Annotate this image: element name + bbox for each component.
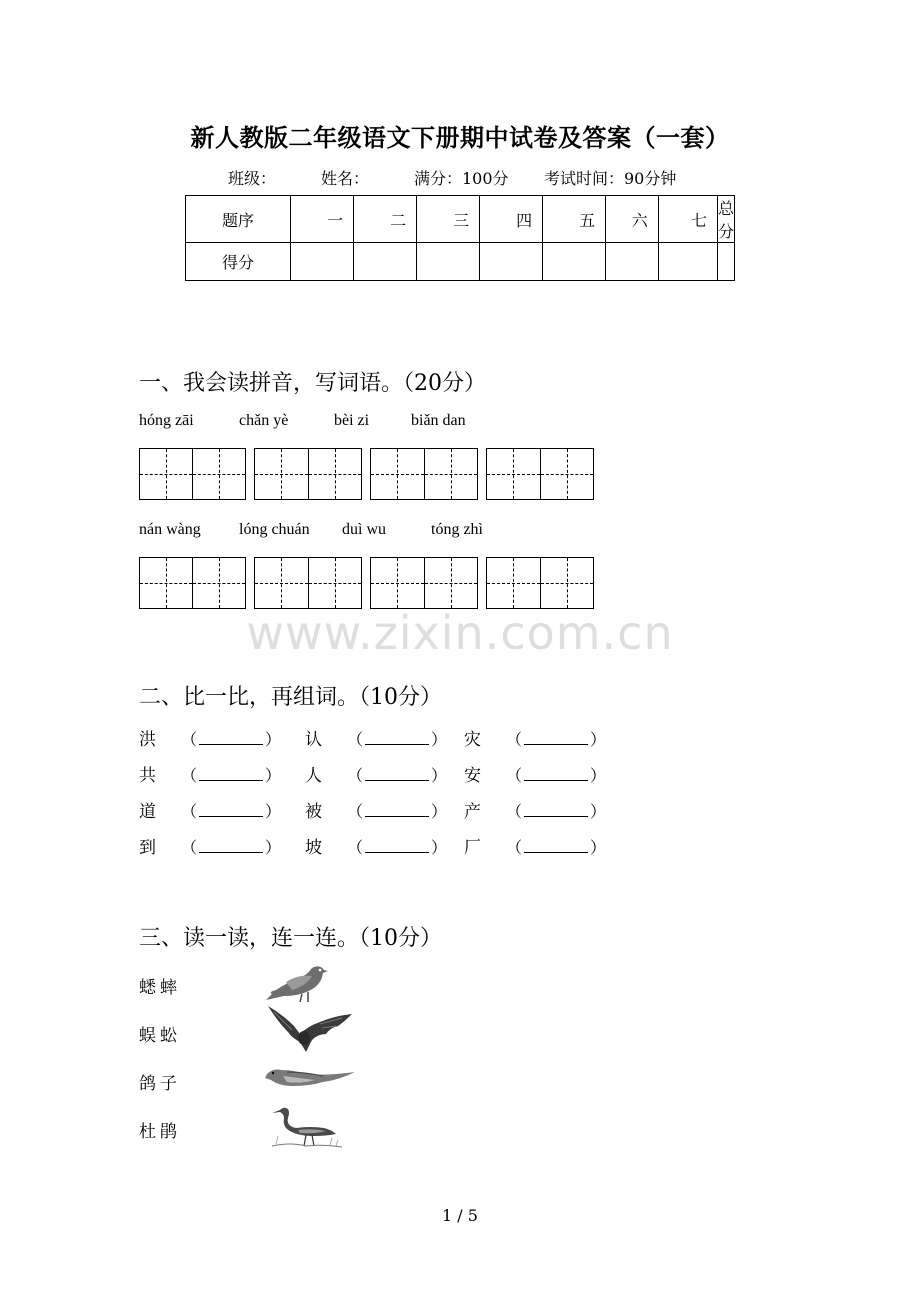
blank-line[interactable] [199,803,263,817]
open-paren: （ [506,838,523,857]
exam-time: 考试时间：90分钟 [544,169,677,188]
compare-character: 洪 [139,730,156,750]
name-label: 姓名： [321,169,370,188]
open-paren: （ [347,730,364,749]
row-label-defen: 得分 [186,243,291,281]
answer-blank[interactable] [506,730,606,749]
pinyin-label: lóng chuán [239,521,310,538]
bat-image [264,1004,356,1056]
open-paren: （ [181,802,198,821]
pinyin-label: chǎn yè [239,412,289,429]
match-word: 鸽子 [139,1074,181,1094]
answer-blank[interactable] [181,802,281,821]
score-cell[interactable] [543,243,606,281]
compare-character: 厂 [464,838,481,858]
compare-character: 人 [305,766,322,786]
column-header: 三 [417,196,480,243]
class-label: 班级： [228,169,277,188]
blank-line[interactable] [199,731,263,745]
blank-line[interactable] [365,731,429,745]
open-paren: （ [181,766,198,785]
match-word: 蜈蚣 [139,1026,181,1046]
compare-character: 认 [305,730,322,750]
open-paren: （ [506,766,523,785]
close-paren: ） [431,766,448,785]
answer-blank[interactable] [347,802,447,821]
open-paren: （ [181,730,198,749]
pinyin-label: tóng zhì [431,521,483,538]
writing-grid[interactable] [486,448,594,500]
total-header: 总分 [717,196,734,243]
page-title: 新人教版二年级语文下册期中试卷及答案（一套） [190,123,730,152]
blank-line[interactable] [365,767,429,781]
close-paren: ） [265,730,282,749]
pigeon-image [262,960,330,1004]
section2-heading: 二、比一比，再组词。（10分） [139,685,442,710]
column-header: 五 [543,196,606,243]
match-word: 蟋蟀 [139,978,181,998]
answer-blank[interactable] [347,730,447,749]
compare-character: 灾 [464,730,481,750]
blank-line[interactable] [524,839,588,853]
writing-grid[interactable] [486,557,594,609]
word-compare-item [305,797,447,822]
writing-grid[interactable] [254,557,362,609]
close-paren: ） [590,730,607,749]
compare-character: 被 [305,802,322,822]
watermark: www.zixin.com.cn [246,606,674,660]
compare-character: 坡 [305,838,322,858]
close-paren: ） [431,838,448,857]
score-table [185,195,735,281]
score-cell[interactable] [658,243,717,281]
pinyin-label: hóng zāi [139,412,194,429]
writing-grid[interactable] [370,448,478,500]
word-compare-item [139,833,281,858]
open-paren: （ [181,838,198,857]
column-header: 一 [291,196,354,243]
blank-line[interactable] [365,839,429,853]
word-compare-item [464,725,606,750]
pinyin-label: duì wu [342,521,386,538]
open-paren: （ [506,802,523,821]
open-paren: （ [347,766,364,785]
heron-image [270,1104,344,1150]
word-compare-item [305,725,447,750]
score-cell[interactable] [291,243,354,281]
blank-line[interactable] [199,767,263,781]
compare-character: 安 [464,766,481,786]
close-paren: ） [265,838,282,857]
score-cell[interactable] [417,243,480,281]
blank-line[interactable] [524,803,588,817]
blank-line[interactable] [199,839,263,853]
open-paren: （ [347,802,364,821]
word-compare-item [305,833,447,858]
pinyin-label: biǎn dan [411,412,466,429]
compare-character: 到 [139,838,156,858]
word-compare-item [139,725,281,750]
score-cell[interactable] [480,243,543,281]
word-compare-item [139,761,281,786]
column-header: 二 [354,196,417,243]
score-table-score-row [186,243,735,281]
answer-blank[interactable] [506,802,606,821]
full-score: 满分：100分 [414,169,509,188]
compare-character: 道 [139,802,156,822]
answer-blank[interactable] [347,766,447,785]
word-compare-item [464,797,606,822]
answer-blank[interactable] [181,730,281,749]
match-word: 杜鹃 [139,1122,181,1142]
open-paren: （ [506,730,523,749]
word-compare-item [464,833,606,858]
answer-blank[interactable] [181,766,281,785]
score-table-header-row [186,196,735,243]
answer-blank[interactable] [181,838,281,857]
close-paren: ） [590,802,607,821]
column-header: 六 [606,196,659,243]
word-compare-item [464,761,606,786]
answer-blank[interactable] [506,766,606,785]
close-paren: ） [590,838,607,857]
page-number: 1 / 5 [442,1206,478,1225]
answer-blank[interactable] [506,838,606,857]
blank-line[interactable] [365,803,429,817]
blank-line[interactable] [524,767,588,781]
close-paren: ） [265,802,282,821]
open-paren: （ [347,838,364,857]
close-paren: ） [265,766,282,785]
section1-heading: 一、我会读拼音，写词语。（20分） [139,371,486,396]
total-score-cell[interactable] [717,243,734,281]
section3-heading: 三、读一读，连一连。（10分） [139,926,442,951]
compare-character: 共 [139,766,156,786]
writing-grid[interactable] [370,557,478,609]
cuckoo-image [263,1058,357,1094]
blank-line[interactable] [524,731,588,745]
row-label-tixu: 题序 [186,196,291,243]
score-cell[interactable] [354,243,417,281]
close-paren: ） [431,730,448,749]
answer-blank[interactable] [347,838,447,857]
compare-character: 产 [464,802,481,822]
word-compare-item [139,797,281,822]
column-header: 七 [658,196,717,243]
pinyin-label: bèi zi [334,412,370,429]
close-paren: ） [431,802,448,821]
writing-grid[interactable] [139,448,246,500]
writing-grid[interactable] [254,448,362,500]
pinyin-label: nán wàng [139,521,201,538]
close-paren: ） [590,766,607,785]
column-header: 四 [480,196,543,243]
score-cell[interactable] [606,243,659,281]
word-compare-item [305,761,447,786]
writing-grid[interactable] [139,557,246,609]
